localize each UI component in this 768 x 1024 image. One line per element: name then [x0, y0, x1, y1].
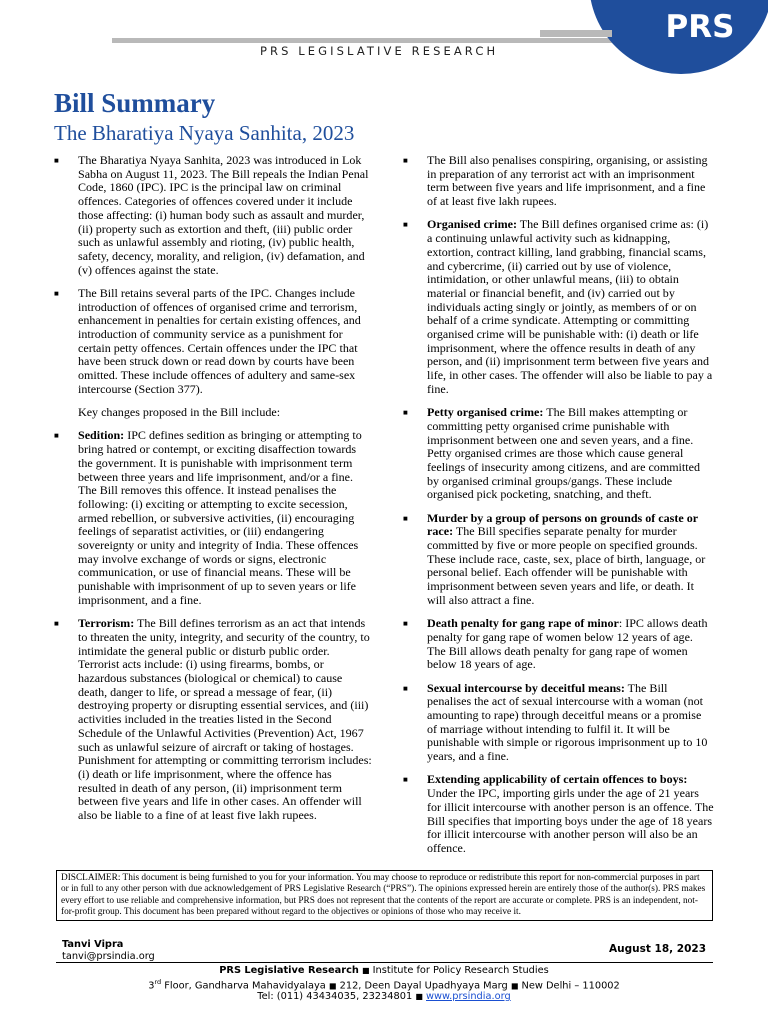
list-item: ■ The Bill retains several parts of the IPC. Changes include introduction of offences of organised crime and terrorism, enhancement in penalties for certain existing offences, and introduction of community service as a punishment for certain petty offences. Certain offences under the IPC that have been struck down or read down by courts have been omitted. These include offences of adultery and same-sex intercourse (Section 377).: [54, 285, 361, 396]
website-link[interactable]: www.prsindia.org: [426, 991, 511, 1002]
footer-org-line: PRS Legislative Research ■ Institute for Policy Research Studies: [219, 965, 549, 976]
prs-logo-icon: [540, 0, 768, 78]
right-column: [403, 154, 714, 865]
org-name-header: PRS LEGISLATIVE RESEARCH: [260, 44, 499, 58]
list-item-petty-organised-crime: ■ Petty organised crime: The Bill makes attempting or committing petty organised crime punishable with imprisonment between one and seven years, and a fine. Petty organised crimes are those which cause general feelings of insecurity among citizens, and are committed by organised criminal groups/gangs. These include organised pick pocketing, snatching, and theft.: [403, 405, 700, 502]
list-item-offences-to-boys: ■ Extending applicability of certain offences to boys: Under the IPC, importing girls under the age of 21 years for illicit intercourse with another person is an offence. The Bill specifies that importing boys under the age of 18 years for illicit intercourse with another person will also be an offence.: [403, 772, 714, 855]
list-item-deceitful-means: ■ Sexual intercourse by deceitful means: The Bill penalises the act of sexual intercourse with a woman (not amounting to rape) through deceitful means or a promise of marriage without intending to fulfil it. It will be punishable with simple or rigorous imprisonment up to 10 years, and a fine.: [403, 680, 708, 764]
left-column: [54, 154, 372, 832]
footer-address-line: 3rd Floor, Gandharva Mahavidyalaya ■ 212, Deen Dayal Upadhyaya Marg ■ New Delhi – 110002: [148, 978, 620, 992]
list-item: ■ The Bharatiya Nyaya Sanhita, 2023 was introduced in Lok Sabha on August 11, 2023. The Bill repeals the Indian Penal Code, 1860 (IPC). IPC is the principal law on criminal offences. Categories of offences covered under it include those affecting: (i) human body such as assault and murder, (ii) property such as extortion and theft, (iii) public order such as unlawful assembly and rioting, (iv) public health, safety, decency, morality, and religion, (iv) defamation, and (v) offences against the state.: [54, 153, 369, 277]
disclaimer-box: DISCLAIMER: This document is being furnished to you for your information. You may choose to reproduce or redistribute this report for non-commercial purposes in part or in full to any other person with due acknowledgement of PRS Legislative Research (“PRS”). The opinions expressed herein are entirely those of the author(s). PRS makes every effort to use reliable and comprehensive information, but PRS does not represent that the contents of the report are accurate or complete. PRS is an independent, not-for-profit group. This document has been prepared without regard to the objectives or opinions of those who may receive it.: [56, 870, 713, 921]
logo-text: PRS: [665, 9, 735, 45]
list-item-terrorism: ■ Terrorism: The Bill defines terrorism as an act that intends to threaten the unity, integrity, and security of the country, to intimidate the general public or disturb public order. Terrorist acts include: (i) using firearms, bombs, or hazardous substances (biological or chemical) to cause death, danger to life, or spread a message of fear, (ii) destroying property or disrupting essential services, and (iii) activities included in the treaties listed in the Second Schedule of the Unlawful Activities (Prevention) Act, 1967 such as unlawful seizure of aircraft or taking of hostages. Punishment for attempting or committing terrorism includes: (i) death or life imprisonment, where the offence has resulted in death of any person, (ii) imprisonment term between five years and life in other cases. An offender will also be liable to a fine of at least five lakh rupees.: [54, 616, 372, 823]
publish-date: August 18, 2023: [609, 943, 706, 955]
list-item-group-murder: ■ Murder by a group of persons on grounds of caste or race: The Bill specifies separate penalty for murder committed by five or more people on specified grounds. These include race, caste, sex, place of birth, language, or personal belief. Each offender will be punishable with imprisonment between seven years and life, or death. It will also attract a fine.: [403, 510, 706, 607]
doc-type-title: Bill Summary: [54, 88, 216, 118]
key-changes-intro: Key changes proposed in the Bill include:: [78, 405, 281, 420]
bill-title: The Bharatiya Nyaya Sanhita, 2023: [54, 121, 355, 145]
list-item-sedition: ■ Sedition: IPC defines sedition as bringing or attempting to bring hatred or contempt, or exciting disaffection towards the government. It is punishable with imprisonment term between three years and life imprisonment, and/or a fine. The Bill removes this offence. It instead penalises the following: (i) exciting or attempting to excite secession, armed rebellion, or subversive activities, (ii) encouraging feelings of separatist activities, or (iii) endangering sovereignty or unity and integrity of India. These offences may involve exchange of words or signs, electronic communication, or use of financial means. These will be punishable with imprisonment of up to seven years or life imprisonment, and a fine.: [54, 428, 362, 607]
author-name: Tanvi Vipra: [62, 939, 124, 950]
header-rule: [112, 38, 612, 43]
list-item: ■ The Bill also penalises conspiring, organising, or assisting in preparation of any terrorist act with an imprisonment term between five years and life imprisonment, and a fine of at least five lakh rupees.: [403, 153, 708, 209]
author-email[interactable]: tanvi@prsindia.org: [62, 951, 155, 962]
list-item-organised-crime: ■ Organised crime: The Bill defines organised crime as: (i) a continuing unlawful activity such as kidnapping, extortion, contract killing, land grabbing, financial scams, and cybercrime, (ii) carried out by use of violence, intimidation, or other unlawful means, (iii) to obtain material or financial benefit, and (iv) carried out by individuals acting singly or jointly, as members of or on behalf of a crime syndicate. Attempting or committing organised crime will be punishable with: (i) death or life imprisonment, where the offence results in death of any person, and (ii) imprisonment term between five years and life, in other cases. The offender will also be liable to pay a fine.: [403, 217, 713, 396]
list-item-gang-rape-minor: ■ Death penalty for gang rape of minor: IPC allows death penalty for gang rape of women below 12 years of age. The Bill allows death penalty for gang rape of women below 18 years of age.: [403, 616, 708, 672]
footer-contact-line: Tel: (011) 43434035, 23234801 ■ www.prsindia.org: [257, 991, 511, 1002]
footer-rule: [56, 962, 713, 963]
